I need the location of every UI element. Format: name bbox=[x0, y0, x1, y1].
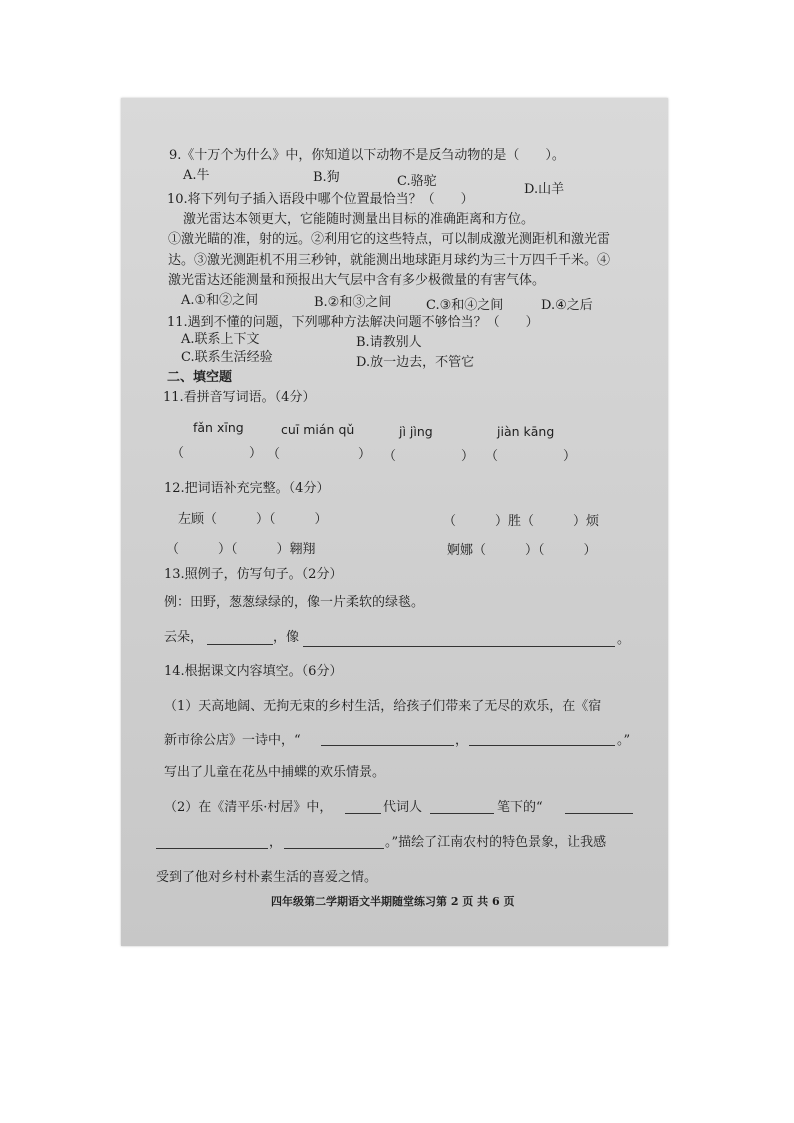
q11b-stem: 11.看拼音写词语。（4分） bbox=[163, 390, 316, 405]
pinyin-answer-brackets[interactable]: （ ） bbox=[485, 449, 577, 464]
q14-p1-line: 写出了儿童在花丛中捕蝶的欢乐情景。 bbox=[164, 765, 386, 780]
q11a-stem: 11.遇到不懂的问题，下列哪种方法解决问题不够恰当？（ ） bbox=[167, 315, 539, 330]
q14-p1-start: 新市徐公店》一诗中，“ bbox=[164, 733, 301, 748]
q14-p2-a: （2）在《清平乐·村居》中， bbox=[164, 800, 333, 815]
answer-blank[interactable] bbox=[430, 813, 494, 814]
pinyin-2: cuī mián qǔ bbox=[281, 422, 355, 437]
q14-stem: 14.根据课文内容填空。（6分） bbox=[164, 664, 343, 679]
q10-option-c: C.③和④之间 bbox=[426, 298, 504, 313]
q11a-option-c: C.联系生活经验 bbox=[181, 350, 273, 365]
q9-option-b: B.狗 bbox=[313, 170, 340, 185]
q14-p2-comma: ， bbox=[269, 835, 283, 850]
q9-option-c: C.骆驼 bbox=[397, 174, 437, 189]
pinyin-4: jiàn kāng bbox=[497, 424, 555, 439]
q11a-option-a: A.联系上下文 bbox=[181, 332, 260, 347]
q14-p1-comma: ， bbox=[455, 733, 469, 748]
answer-blank[interactable] bbox=[303, 646, 615, 647]
pinyin-answer-brackets[interactable]: （ ） bbox=[171, 446, 263, 461]
idiom-fill[interactable]: （ ）（ ）翱翔 bbox=[166, 542, 316, 557]
q10-passage-line: 激光雷达还能测量和预报出大气层中含有多少极微量的有害气体。 bbox=[168, 273, 546, 288]
q10-option-d: D.④之后 bbox=[541, 298, 593, 313]
q13-stem: 13.照例子，仿写句子。（2分） bbox=[164, 567, 343, 582]
q10-passage-line: ①激光瞄的准，射的远。②利用它的这些特点，可以制成激光测距机和激光雷 bbox=[168, 232, 611, 247]
q9-stem: 9.《十万个为什么》中，你知道以下动物不是反刍动物的是（ ）。 bbox=[169, 148, 565, 163]
idiom-fill[interactable]: 左顾（ ）（ ） bbox=[178, 512, 328, 527]
answer-blank[interactable] bbox=[345, 813, 381, 814]
q10-sentence: 激光雷达本领更大，它能随时测量出目标的准确距离和方位。 bbox=[183, 212, 535, 227]
q10-passage-line: 达。③激光测距机不用三秒钟，就能测出地球距月球约为三十万四千千米。④ bbox=[168, 253, 611, 268]
section-title: 二、填空题 bbox=[167, 370, 233, 385]
q13-start: 云朵， bbox=[164, 630, 204, 645]
idiom-fill[interactable]: 婀娜（ ）（ ） bbox=[447, 543, 597, 558]
q10-option-a: A.①和②之间 bbox=[181, 293, 259, 308]
q9-option-d: D.山羊 bbox=[524, 182, 565, 197]
exam-sheet bbox=[121, 98, 668, 946]
q13-mid: ，像 bbox=[273, 630, 300, 645]
answer-blank[interactable] bbox=[207, 644, 273, 645]
q14-p2-c: 笔下的“ bbox=[497, 800, 543, 815]
q10-option-b: B.②和③之间 bbox=[314, 295, 392, 310]
q14-p2-line: 受到了他对乡村朴素生活的喜爱之情。 bbox=[156, 870, 378, 885]
q13-end: 。 bbox=[617, 632, 631, 647]
q14-p2-b: 代词人 bbox=[383, 800, 423, 815]
answer-blank[interactable] bbox=[156, 848, 268, 849]
q14-p1-line: （1）天高地阔、无拘无束的乡村生活，给孩子们带来了无尽的欢乐，在《宿 bbox=[164, 699, 602, 714]
idiom-fill[interactable]: （ ）胜（ ）烦 bbox=[443, 514, 600, 529]
q14-p2-end: 。”描绘了江南农村的特色景象，让我感 bbox=[385, 835, 607, 850]
q11a-option-d: D.放一边去，不管它 bbox=[356, 355, 475, 370]
pinyin-1: fǎn xīng bbox=[193, 420, 244, 435]
q9-option-a: A.牛 bbox=[183, 168, 210, 183]
pinyin-3: jì jìng bbox=[399, 424, 433, 439]
q13-example: 例：田野，葱葱绿绿的，像一片柔软的绿毯。 bbox=[164, 595, 425, 610]
pinyin-answer-brackets[interactable]: （ ） bbox=[267, 447, 372, 462]
pinyin-answer-brackets[interactable]: （ ） bbox=[383, 449, 475, 464]
q11a-option-b: B.请教别人 bbox=[356, 335, 422, 350]
page-footer: 四年级第二学期语文半期随堂练习第 2 页 共 6 页 bbox=[271, 895, 515, 908]
answer-blank[interactable] bbox=[565, 813, 633, 814]
answer-blank[interactable] bbox=[469, 745, 615, 746]
q10-stem: 10.将下列句子插入语段中哪个位置最恰当？（ ） bbox=[167, 192, 474, 207]
q14-p1-end: 。” bbox=[617, 733, 631, 748]
q12-stem: 12.把词语补充完整。（4分） bbox=[164, 481, 330, 496]
answer-blank[interactable] bbox=[321, 745, 454, 746]
answer-blank[interactable] bbox=[284, 848, 384, 849]
